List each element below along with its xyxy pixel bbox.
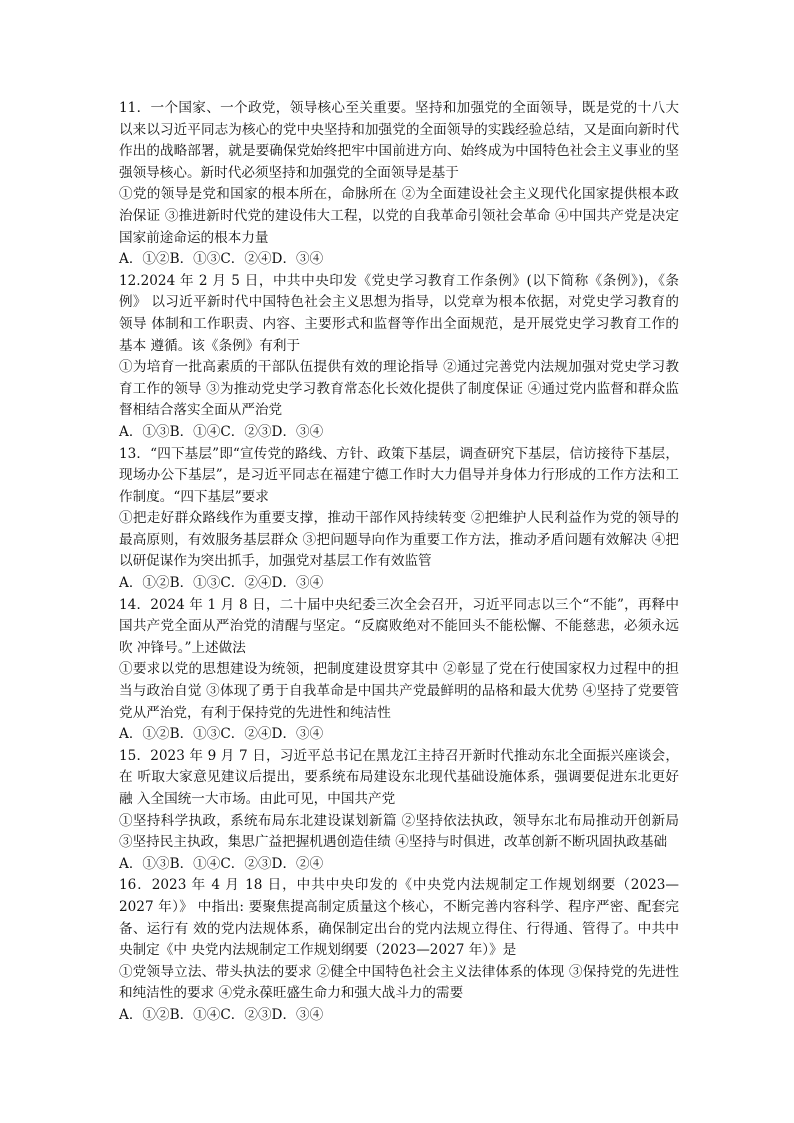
answer-choices: A．①③B．①④C．②③D．②④ [119, 855, 324, 872]
question-15 [119, 746, 679, 876]
question-stem: 16．2023 年 4 月 18 日，中共中央印发的《中央党内法规制定工作规划纲要（2023—2027 年）》 中指出: 要聚焦提高制定质量这个核心，不断完善内容科学、程序严密、配套完备、运行有 效的党内法规体系，确保制定出台的党内法规立得住、行得通、管得了。中共中央制定《中 央党内法规制定工作规划纲要（2023—2027 年）》是 [119, 877, 679, 959]
answer-choices: A．①②B．①④C．②③D．③④ [119, 1006, 324, 1023]
answer-choices: A．①③B．①④C．②③D．③④ [119, 423, 324, 440]
question-options: ①为培育一批高素质的干部队伍提供有效的理论指导 ②通过完善党内法规加强对党史学习教育工作的领导 ③为推动党史学习教育常态化长效化提供了制度保证 ④通过党内监督和群众监督相结合落实全面从严治党 [119, 359, 679, 419]
answer-choices: A．①②B．①③C．②④D．③④ [119, 575, 324, 592]
question-stem: 13．“四下基层”即“宣传党的路线、方针、政策下基层，调查研究下基层，信访接待下基层，现场办公下基层”，是习近平同志在福建宁德工作时大力倡导并身体力行形成的工作方法和工 作制度。“四下基层”要求 [119, 445, 679, 505]
question-stem: 11．一个国家、一个政党，领导核心至关重要。坚持和加强党的全面领导，既是党的十八大以来以习近平同志为核心的党中央坚持和加强党的全面领导的实践经验总结，又是面向新时代作出的战略部署，就是要确保党始终把牢中国前进方向、始终成为中国特色社会主义事业的坚强领导核心。新时代必须坚持和加强党的全面领导是基于 [119, 100, 679, 181]
question-stem: 14．2024 年 1 月 8 日，二十届中央纪委三次全会召开，习近平同志以三个“不能”，再释中国共产党全面从严治党的清醒与坚定。“反腐败绝对不能回头不能松懈、不能慈悲，必须永远吹 冲锋号。”上述做法 [119, 596, 679, 656]
question-14 [119, 595, 679, 746]
question-stem: 12.2024 年 2 月 5 日，中共中央印发《党史学习教育工作条例》(以下简称《条例》)，《条例》 以习近平新时代中国特色社会主义思想为指导，以党章为根本依据，对党史学习教育的领导 体制和工作职责、内容、主要形式和监督等作出全面规范，是开展党史学习教育工作的基本 遵循。该《条例》有利于 [119, 272, 679, 354]
answer-choices: A．①②B．①③C．②④D．③④ [119, 251, 324, 268]
question-options: ①党的领导是党和国家的根本所在，命脉所在 ②为全面建设社会主义现代化国家提供根本政治保证 ③推进新时代党的建设伟大工程，以党的自我革命引领社会革命 ④中国共产党是决定国家前途命运的根本力量 [119, 186, 679, 246]
question-options: ①党领导立法、带头执法的要求 ②健全中国特色社会主义法律体系的体现 ③保持党的先进性和纯洁性的要求 ④党永葆旺盛生命力和强大战斗力的需要 [119, 963, 679, 1002]
question-stem: 15．2023 年 9 月 7 日，习近平总书记在黑龙江主持召开新时代推动东北全面振兴座谈会，在 听取大家意见建议后提出，要系统布局建设东北现代基础设施体系，强调要促进东北更好融 入全国统一大市场。由此可见，中国共产党 [119, 747, 679, 807]
document-page [119, 98, 679, 1027]
answer-choices: A．①②B．①③C．②④D．③④ [119, 726, 324, 743]
question-13 [119, 444, 679, 595]
question-12 [119, 271, 679, 444]
question-options: ①坚持科学执政，系统布局东北建设谋划新篇 ②坚持依法执政，领导东北布局推动开创新局 ③坚持民主执政，集思广益把握机遇创造佳绩 ④坚持与时俱进，改革创新不断巩固执政基础 [119, 812, 679, 851]
question-16 [119, 875, 679, 1026]
question-11 [119, 98, 679, 271]
question-options: ①要求以党的思想建设为统领，把制度建设贯穿其中 ②彰显了党在行使国家权力过程中的担当与政治自觉 ③体现了勇于自我革命是中国共产党最鲜明的品格和最大优势 ④坚持了党要管党从严治党，有利于保持党的先进性和纯洁性 [119, 661, 679, 721]
question-options: ①把走好群众路线作为重要支撑，推动干部作风持续转变 ②把维护人民利益作为党的领导的最高原则，有效服务基层群众 ③把问题导向作为重要工作方法，推动矛盾问题有效解决 ④把以研促谋作为突出抓手，加强党对基层工作有效监管 [119, 510, 679, 570]
